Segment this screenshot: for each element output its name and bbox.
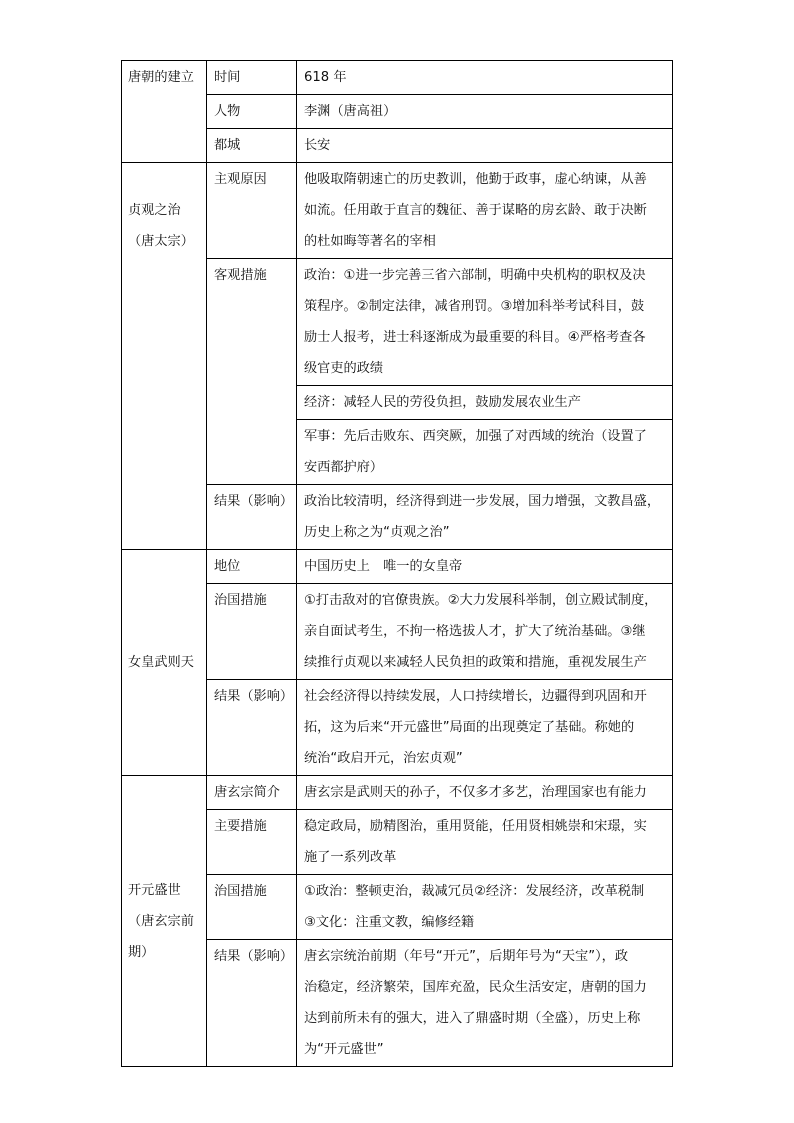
content-cell: 唐玄宗是武则天的孙子，不仅多才多艺，治理国家也有能力 xyxy=(297,776,673,810)
text-line: 施了一系列改革 xyxy=(304,850,397,865)
content-cell: 618 年 xyxy=(297,61,673,95)
content-cell: 长安 xyxy=(297,129,673,163)
text-line: 军事：先后击败东、西突厥，加强了对西域的统治（设置了 xyxy=(304,429,647,444)
era-cell-wuzetian xyxy=(122,550,207,776)
content-cell: 中国历史上 唯一的女皇帝 xyxy=(297,550,673,584)
text-line: 政治比较清明，经济得到进一步发展，国力增强，文教昌盛， xyxy=(304,494,661,509)
text-line: 续推行贞观以来减轻人民负担的政策和措施，重视发展生产 xyxy=(304,655,647,670)
text-line: 达到前所未有的强大，进入了鼎盛时期（全盛），历史上称 xyxy=(304,1011,641,1026)
era-cell-zhenguan xyxy=(122,163,207,550)
content-cell xyxy=(297,810,673,875)
content-cell xyxy=(297,875,673,940)
text-line: 社会经济得以持续发展，人口持续增长，边疆得到巩固和开 xyxy=(304,689,647,704)
content-cell xyxy=(297,680,673,776)
text-line: 治稳定，经济繁荣，国库充盈，民众生活安定，唐朝的国力 xyxy=(304,980,647,995)
text-line: 安西都护府） xyxy=(304,460,384,475)
text-line: 级官吏的政绩 xyxy=(304,361,384,376)
text-line: ①打击敌对的官僚贵族。②大力发展科举制，创立殿试制度， xyxy=(304,593,658,608)
text-line: 历史上称之为“贞观之治” xyxy=(304,525,450,540)
aspect-cell: 结果（影响） xyxy=(207,485,297,550)
text-line: 如流。任用敢于直言的魏征、善于谋略的房玄龄、敢于决断 xyxy=(304,203,647,218)
text-line: 亲自面试考生，不拘一格选拔人才，扩大了统治基础。③继 xyxy=(304,624,646,639)
aspect-cell: 主观原因 xyxy=(207,163,297,259)
tang-dynasty-table xyxy=(121,60,673,1067)
text-line: ①政治：整顿吏治，裁减冗员②经济：发展经济，改革税制 xyxy=(304,884,645,899)
text-line: 唐玄宗统治前期（年号“开元”，后期年号为“天宝”），政 xyxy=(304,949,629,964)
era-sub-label: （唐玄宗前 xyxy=(128,913,194,929)
aspect-cell: 结果（影响） xyxy=(207,680,297,776)
aspect-cell: 都城 xyxy=(207,129,297,163)
era-cell-founding xyxy=(122,61,207,163)
aspect-cell: 结果（影响） xyxy=(207,940,297,1067)
text-line: 拓，这为后来“开元盛世”局面的出现奠定了基础。称她的 xyxy=(304,720,635,735)
table-row xyxy=(122,550,673,584)
aspect-cell: 治国措施 xyxy=(207,584,297,680)
aspect-cell: 时间 xyxy=(207,61,297,95)
aspect-cell: 地位 xyxy=(207,550,297,584)
content-cell xyxy=(297,584,673,680)
table-row xyxy=(122,776,673,810)
content-cell: 李渊（唐高祖） xyxy=(297,95,673,129)
text-line: ③文化：注重文教，编修经籍 xyxy=(304,915,475,930)
text-line: 他吸取隋朝速亡的历史教训，他勤于政事，虚心纳谏，从善 xyxy=(304,172,647,187)
text-line: 的杜如晦等著名的宰相 xyxy=(304,234,436,249)
text-line: 政治：①进一步完善三省六部制，明确中央机构的职权及决 xyxy=(304,268,646,283)
era-cell-kaiyuan xyxy=(122,776,207,1067)
text-line: 策程序。②制定法律，减省刑罚。③增加科举考试科目，鼓 xyxy=(304,299,645,314)
era-sub-label: （唐太宗） xyxy=(128,234,194,249)
aspect-cell: 人物 xyxy=(207,95,297,129)
aspect-cell: 治国措施 xyxy=(207,875,297,940)
text-line: 稳定政局，励精图治，重用贤能，任用贤相姚崇和宋璟，实 xyxy=(304,819,647,834)
content-cell xyxy=(297,163,673,259)
era-label: 女皇武则天 xyxy=(128,655,194,670)
text-line: 为“开元盛世” xyxy=(304,1042,384,1057)
content-cell: 经济：减轻人民的劳役负担，鼓励发展农业生产 xyxy=(297,386,673,420)
era-label: 贞观之治 xyxy=(128,203,181,218)
history-table-page xyxy=(121,60,673,1067)
content-cell xyxy=(297,259,673,386)
table-row xyxy=(122,163,673,259)
text-line: 励士人报考，进士科逐渐成为最重要的科目。④严格考查各 xyxy=(304,330,646,345)
aspect-cell: 主要措施 xyxy=(207,810,297,875)
era-label: 开元盛世 xyxy=(128,882,181,898)
table-row xyxy=(122,61,673,95)
aspect-cell: 唐玄宗简介 xyxy=(207,776,297,810)
content-cell xyxy=(297,940,673,1067)
content-cell xyxy=(297,485,673,550)
aspect-cell: 客观措施 xyxy=(207,259,297,485)
era-sub-label: 期） xyxy=(128,944,155,960)
content-cell xyxy=(297,420,673,485)
era-label: 唐朝的建立 xyxy=(128,70,194,85)
text-line: 统治“政启开元，治宏贞观” xyxy=(304,751,463,766)
